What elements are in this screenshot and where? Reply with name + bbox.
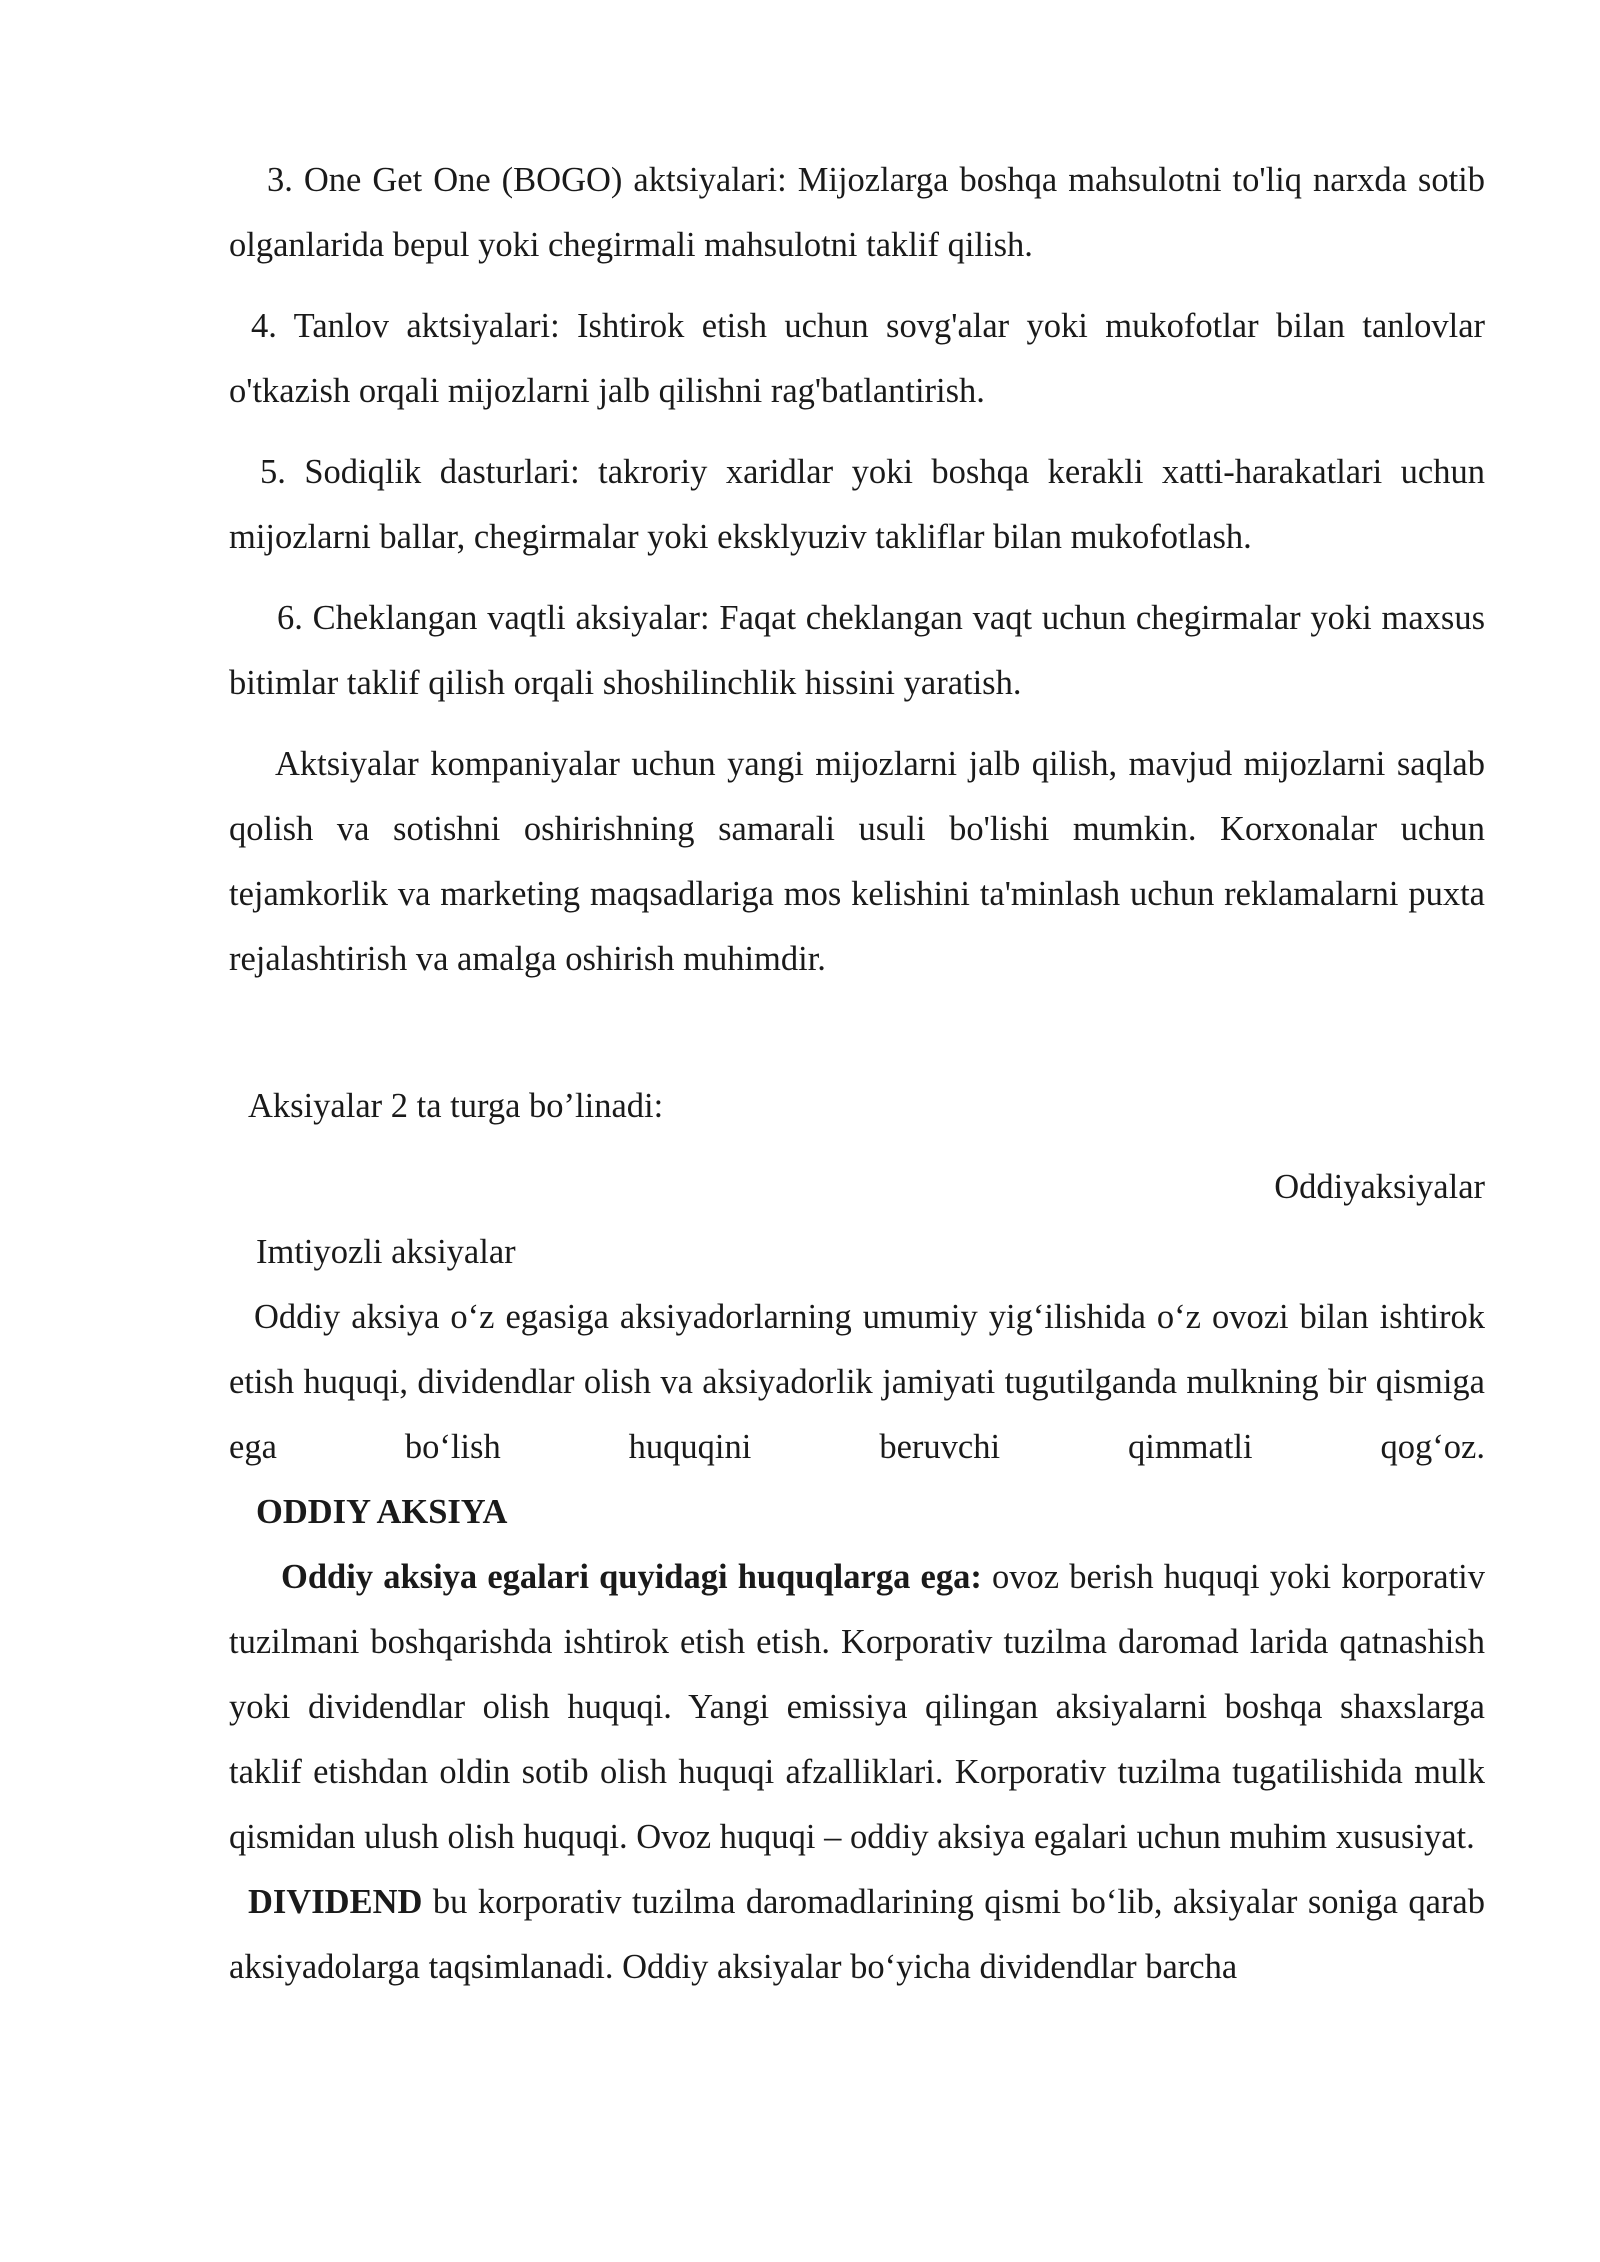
types-heading: Aksiyalar 2 ta turga bo’linadi:	[248, 1087, 664, 1125]
dividend-paragraph	[229, 1870, 1485, 2000]
type-ordinary-label: Oddiyaksiyalar	[1274, 1168, 1485, 1206]
list-item-limited-time: 6. Cheklangan vaqtli aksiyalar: Faqat cheklangan vaqt uchun chegirmalar yoki maxsus bitimlar taklif qilish orqali shoshilinchlik hissini yaratish.	[229, 599, 1485, 702]
dividend-text: bu korporativ tuzilma daromadlarining qismi bo‘lib, aksiyalar soniga qarab aksiyadolarga taqsimlanadi. Oddiy aksiyalar bo‘yicha dividendlar barcha	[229, 1883, 1485, 1986]
list-item-bogo: 3. One Get One (BOGO) aktsiyalari: Mijozlarga boshqa mahsulotni to'liq narxda sotib olganlarida bepul yoki chegirmali mahsulotni taklif qilish.	[229, 161, 1485, 264]
document-body	[229, 148, 1485, 2000]
summary-paragraph: Aktsiyalar kompaniyalar uchun yangi mijozlarni jalb qilish, mavjud mijozlarni saqlab qolish va sotishni oshirishning samarali usuli bo'lishi mumkin. Korxonalar uchun tejamkorlik va marketing maqsadlariga mos kelishini ta'minlash uchun reklamalarni puxta rejalashtirish va amalga oshirish muhimdir.	[229, 745, 1485, 978]
list-item-contests: 4. Tanlov aktsiyalari: Ishtirok etish uchun sovg'alar yoki mukofotlar bilan tanlovlar o'tkazish orqali mijozlarni jalb qilishni rag'batlantirish.	[229, 307, 1485, 410]
type-preferred-label: Imtiyozli aksiyalar	[256, 1233, 516, 1271]
ordinary-definition: Oddiy aksiya o‘z egasiga aksiyadorlarning umumiy yig‘ilishida o‘z ovozi bilan ishtirok etish huquqi, dividendlar olish va aksiyadorlik jamiyati tugutilganda mulkning bir qismiga ega bo‘lish huquqini beruvchi qimmatli qog‘oz.	[229, 1298, 1485, 1466]
dividend-term: DIVIDEND	[248, 1883, 423, 1921]
ordinary-heading-text: ODDIY AKSIYA	[256, 1493, 508, 1531]
rights-lead: Oddiy aksiya egalari quyidagi huquqlarga ega:	[281, 1558, 982, 1596]
list-item-loyalty: 5. Sodiqlik dasturlari: takroriy xaridlar yoki boshqa kerakli xatti-harakatlari uchun mijozlarni ballar, chegirmalar yoki eksklyuziv takliflar bilan mukofotlash.	[229, 453, 1485, 556]
rights-paragraph	[229, 1545, 1485, 1870]
rights-text: ovoz berish huquqi yoki korporativ tuzilmani boshqarishda ishtirok etish etish. Korporativ tuzilma daromad larida qatnashish yoki dividendlar olish huquqi. Yangi emissiya qilingan aksiyalarni boshqa shaxslarga taklif etishdan oldin sotib olish huquqi afzalliklari. Korporativ tuzilma tugatilishida mulk qismidan ulush olish huquqi. Ovoz huquqi – oddiy aksiya egalari uchun muhim xususiyat.	[229, 1558, 1485, 1856]
ordinary-heading	[229, 1480, 1485, 1545]
